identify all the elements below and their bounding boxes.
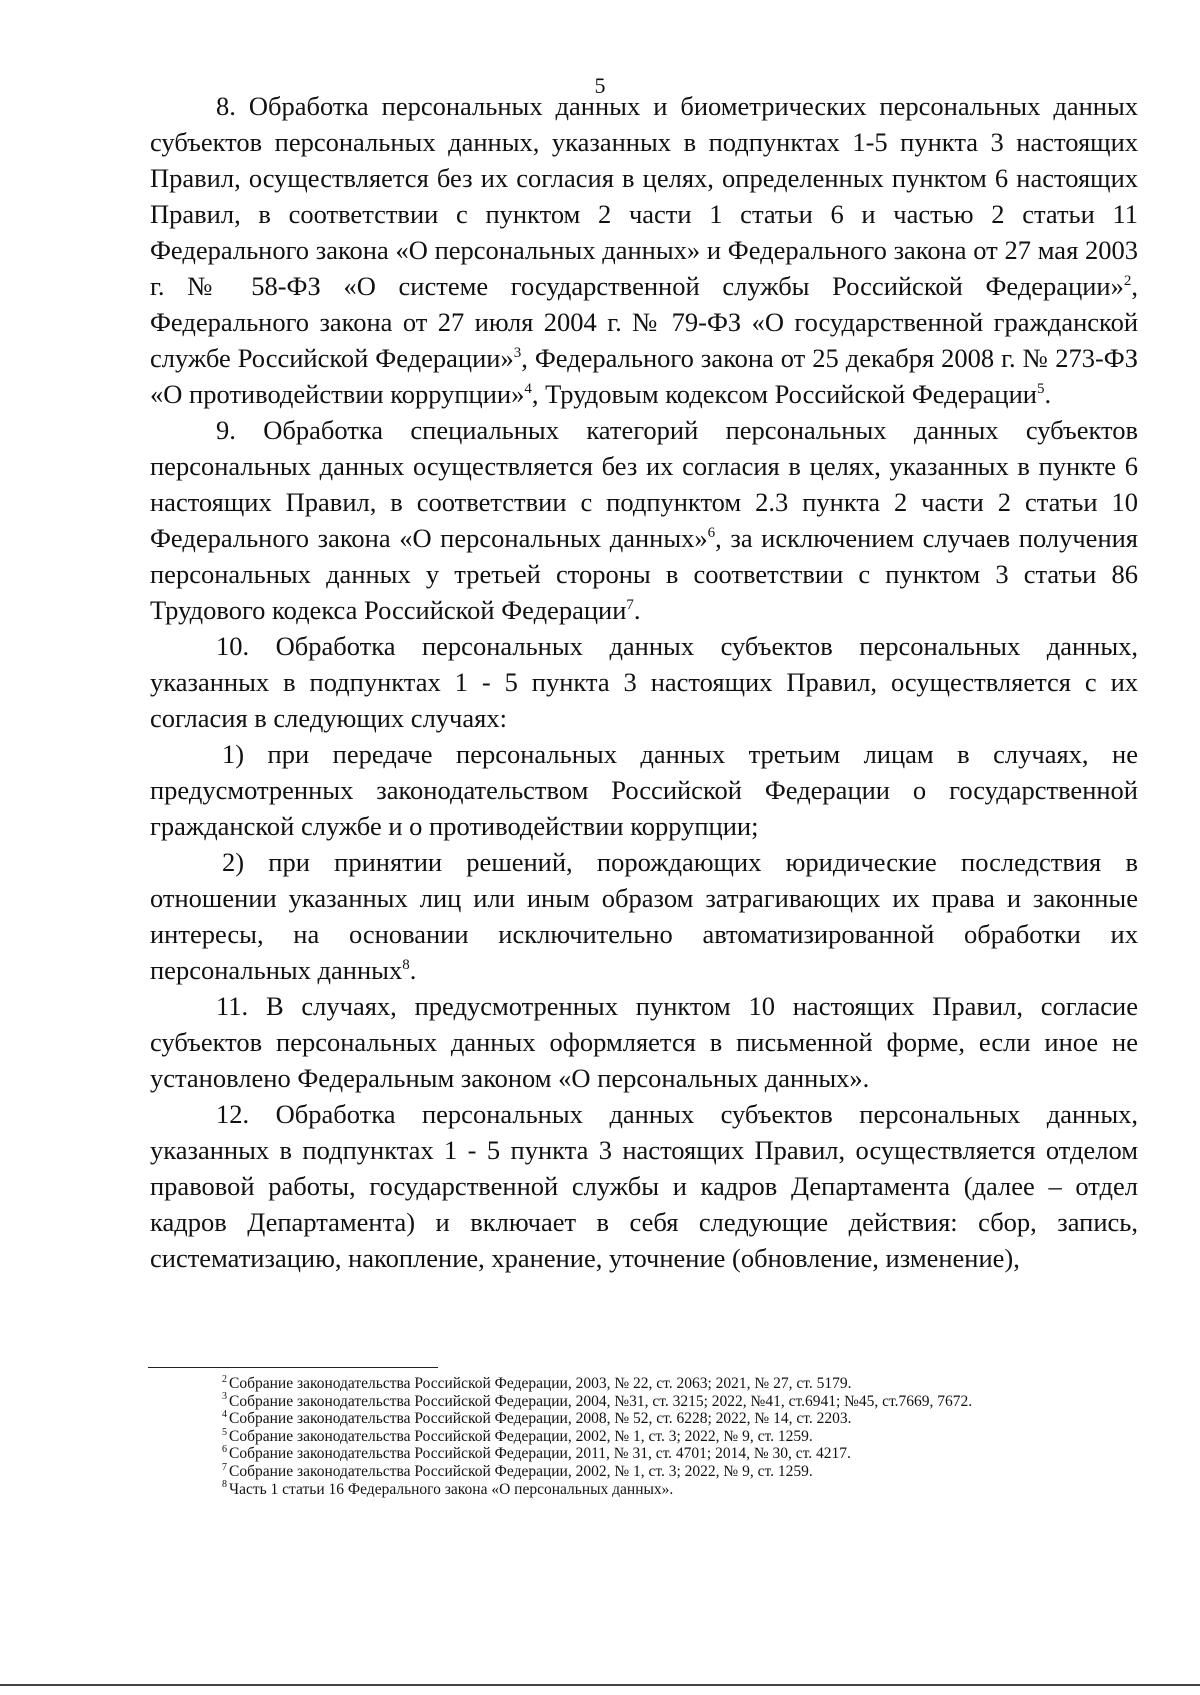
footnote-ref-8: 8: [402, 957, 410, 974]
footnote-ref-2: 2: [1123, 273, 1132, 290]
footnote-text: Часть 1 статьи 16 Федерального закона «О персональных данных».: [229, 1480, 674, 1498]
footnote-separator: [148, 1367, 438, 1368]
paragraph-8-text: .: [1044, 379, 1052, 409]
footnote-number: 6: [222, 1444, 227, 1456]
paragraph-9: [150, 412, 1138, 628]
paragraph-8-text: , Трудовым кодексом Российской Федерации: [531, 379, 1037, 409]
footnote-ref-5: 5: [1036, 381, 1045, 398]
footnote-number: 2: [222, 1373, 227, 1385]
footnote-5: [222, 1428, 1122, 1446]
footnote-text: Собрание законодательства Российской Федерации, 2004, №31, ст. 3215; 2022, №41, ст.6941; №45, ст.7669, 7672.: [229, 1392, 973, 1410]
footnote-text: Собрание законодательства Российской Федерации, 2011, № 31, ст. 4701; 2014, № 30, ст. 4217.: [229, 1445, 851, 1463]
footnote-3: [222, 1393, 1122, 1411]
paragraph-10-item-1: 1) при передаче персональных данных третьим лицам в случаях, не предусмотренных законодательством Российской Федерации о государственной гражданской службе и о противодействии коррупции;: [150, 739, 1138, 841]
footnote-8: [222, 1481, 1122, 1499]
footnote-text: Собрание законодательства Российской Федерации, 2002, № 1, ст. 3; 2022, № 9, ст. 1259.: [229, 1427, 813, 1445]
footnote-ref-4: 4: [524, 381, 532, 398]
footnote-number: 8: [222, 1479, 227, 1491]
paragraph-10-item-2-text: 2) при принятии решений, порождающих юридические последствия в отношении указанных лиц или иным образом затрагивающих их права и законные интересы, на основании исключительно автоматизированной обработки их персональных данных: [150, 847, 1138, 985]
footnote-ref-6: 6: [707, 525, 716, 542]
document-body: [150, 88, 1138, 1276]
footnote-number: 4: [222, 1409, 227, 1421]
footnote-text: Собрание законодательства Российской Федерации, 2002, № 1, ст. 3; 2022, № 9, ст. 1259.: [229, 1462, 813, 1480]
paragraph-10-item-2: [150, 844, 1138, 988]
scan-bottom-edge: [0, 1684, 1200, 1686]
paragraph-9-text: , за исключением случаев получения персональных данных у третьей стороны в соответствии с пунктом 3 статьи 86 Трудового кодекса Российской Федерации: [150, 523, 1138, 625]
footnotes: [222, 1375, 1122, 1498]
footnote-4: [222, 1410, 1122, 1428]
page-number: 5: [594, 73, 606, 98]
footnote-number: 7: [222, 1461, 227, 1473]
footnote-2: [222, 1375, 1122, 1393]
paragraph-9-text: .: [633, 595, 641, 625]
footnote-text: Собрание законодательства Российской Федерации, 2008, № 52, ст. 6228; 2022, № 14, ст. 2203.: [229, 1410, 852, 1428]
paragraph-11: 11. В случаях, предусмотренных пунктом 10 настоящих Правил, согласие субъектов персональных данных оформляется в письменной форме, если иное не установлено Федеральным законом «О персональных данных».: [150, 991, 1138, 1093]
footnote-number: 5: [222, 1426, 227, 1438]
paragraph-10-item-2-text: .: [409, 955, 417, 985]
footnote-number: 3: [222, 1391, 227, 1403]
paragraph-9-text: 9. Обработка специальных категорий персональных данных субъектов персональных данных осуществляется без их согласия в целях, указанных в пункте 6 настоящих Правил, в соответствии с подпунктом 2.3 пункта 2 части 2 статьи 10 Федерального закона «О персональных данных»: [150, 415, 1138, 553]
footnote-ref-3: 3: [513, 345, 522, 362]
footnote-text: Собрание законодательства Российской Федерации, 2003, № 22, ст. 2063; 2021, № 27, ст. 5179.: [229, 1375, 852, 1392]
paragraph-8-text: 8. Обработка персональных данных и биометрических персональных данных субъектов персональных данных, указанных в подпунктах 1-5 пункта 3 настоящих Правил, осуществляется без их согласия в целях, определенных пунктом 6 настоящих Правил, в соответствии с пунктом 2 части 1 статьи 6 и частью 2 статьи 11 Федерального закона «О персональных данных» и Федерального закона от 27 мая 2003 г. № 58-ФЗ «О системе государственной службы Российской Федерации»: [150, 91, 1138, 301]
footnote-6: [222, 1445, 1122, 1463]
paragraph-12: 12. Обработка персональных данных субъектов персональных данных, указанных в подпунктах 1 - 5 пункта 3 настоящих Правил, осуществляется отделом правовой работы, государственной службы и кадров Департамента (далее – отдел кадров Департамента) и включает в себя следующие действия: сбор, запись, систематизацию, накопление, хранение, уточнение (обновление, изменение),: [150, 1099, 1138, 1273]
paragraph-8-text: , Федерального закона от 25 декабря 2008 г. № 273-ФЗ «О противодействии коррупции»: [150, 343, 1139, 409]
footnote-ref-7: 7: [626, 597, 634, 614]
paragraph-10: 10. Обработка персональных данных субъектов персональных данных, указанных в подпунктах 1 - 5 пункта 3 настоящих Правил, осуществляется с их согласия в следующих случаях:: [150, 631, 1138, 733]
footnote-7: [222, 1463, 1122, 1481]
paragraph-8: [150, 88, 1138, 412]
paragraph-8-text: , Федерального закона от 27 июля 2004 г. № 79-ФЗ «О государственной гражданской службе Российской Федерации»: [150, 271, 1138, 373]
